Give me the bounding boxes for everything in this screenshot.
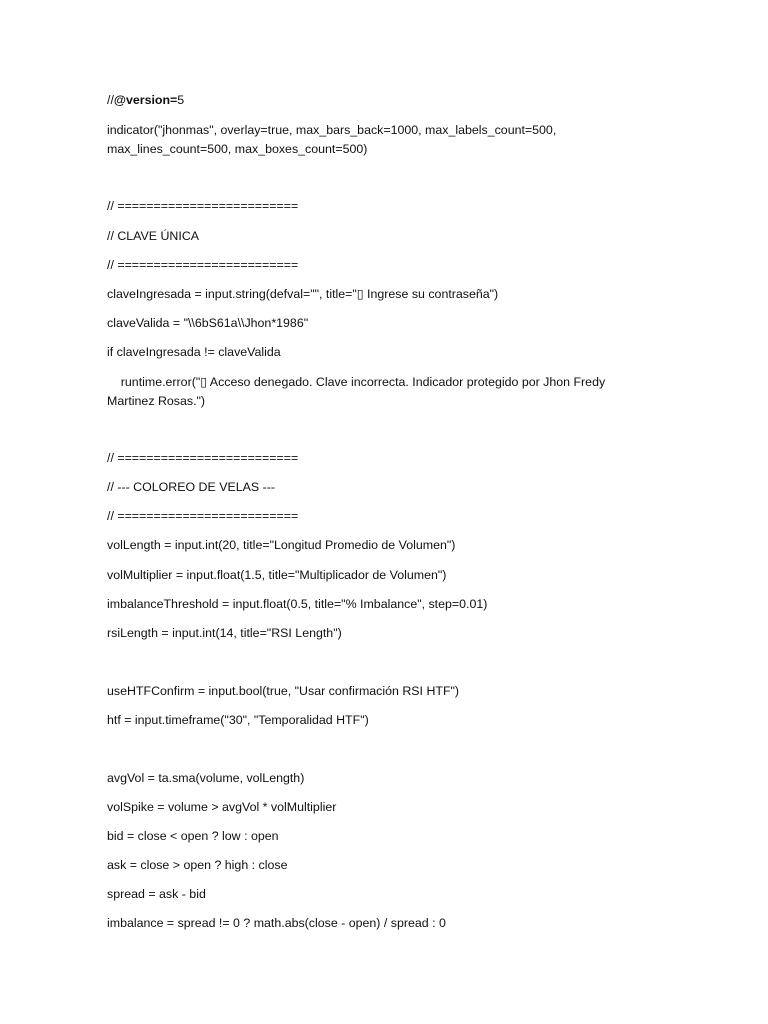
separator-line: // =========================: [107, 451, 299, 465]
code-line-rsi-length: rsiLength = input.int(14, title="RSI Length"): [107, 626, 342, 640]
code-line-bid: bid = close < open ? low : open: [107, 829, 279, 843]
separator-line: // =========================: [107, 199, 299, 213]
indicator-line-1: indicator("jhonmas", overlay=true, max_bars_back=1000, max_labels_count=500,: [107, 123, 557, 137]
code-line-runtime-1: runtime.error("▯ Acceso denegado. Clave incorrecta. Indicador protegido por Jhon Fredy: [107, 375, 606, 389]
indicator-line-2: max_lines_count=500, max_boxes_count=500): [107, 142, 368, 156]
code-line-runtime-2: Martinez Rosas."): [107, 394, 206, 408]
code-line-vol-multiplier: volMultiplier = input.float(1.5, title="Multiplicador de Volumen"): [107, 568, 447, 582]
code-line-spread: spread = ask - bid: [107, 887, 206, 901]
code-line-imbalance: imbalance = spread != 0 ? math.abs(close - open) / spread : 0: [107, 916, 446, 930]
code-line-ask: ask = close > open ? high : close: [107, 858, 288, 872]
code-line-clave-ingresada: claveIngresada = input.string(defval="", title="▯ Ingrese su contraseña"): [107, 287, 499, 301]
code-line-vol-length: volLength = input.int(20, title="Longitud Promedio de Volumen"): [107, 538, 456, 552]
section-comment-clave: // CLAVE ÚNICA: [107, 229, 200, 243]
code-line-if: if claveIngresada != claveValida: [107, 345, 281, 359]
separator-line: // =========================: [107, 509, 299, 523]
separator-line: // =========================: [107, 258, 299, 272]
version-tag: @version=: [113, 93, 178, 107]
code-line-clave-valida: claveValida = "\\6bS61a\\Jhon*1986": [107, 316, 309, 330]
code-line-vol-spike: volSpike = volume > avgVol * volMultiplier: [107, 800, 337, 814]
code-line-imbalance-threshold: imbalanceThreshold = input.float(0.5, title="% Imbalance", step=0.01): [107, 597, 488, 611]
code-line-avg-vol: avgVol = ta.sma(volume, volLength): [107, 771, 305, 785]
version-value: 5: [177, 93, 185, 107]
version-line: [107, 91, 627, 109]
code-line-htf: htf = input.timeframe("30", "Temporalidad HTF"): [107, 713, 369, 727]
version-prefix: //: [107, 93, 114, 107]
section-comment-coloreo: // --- COLOREO DE VELAS ---: [107, 480, 275, 494]
code-line-use-htf: useHTFConfirm = input.bool(true, "Usar confirmación RSI HTF"): [107, 684, 460, 698]
